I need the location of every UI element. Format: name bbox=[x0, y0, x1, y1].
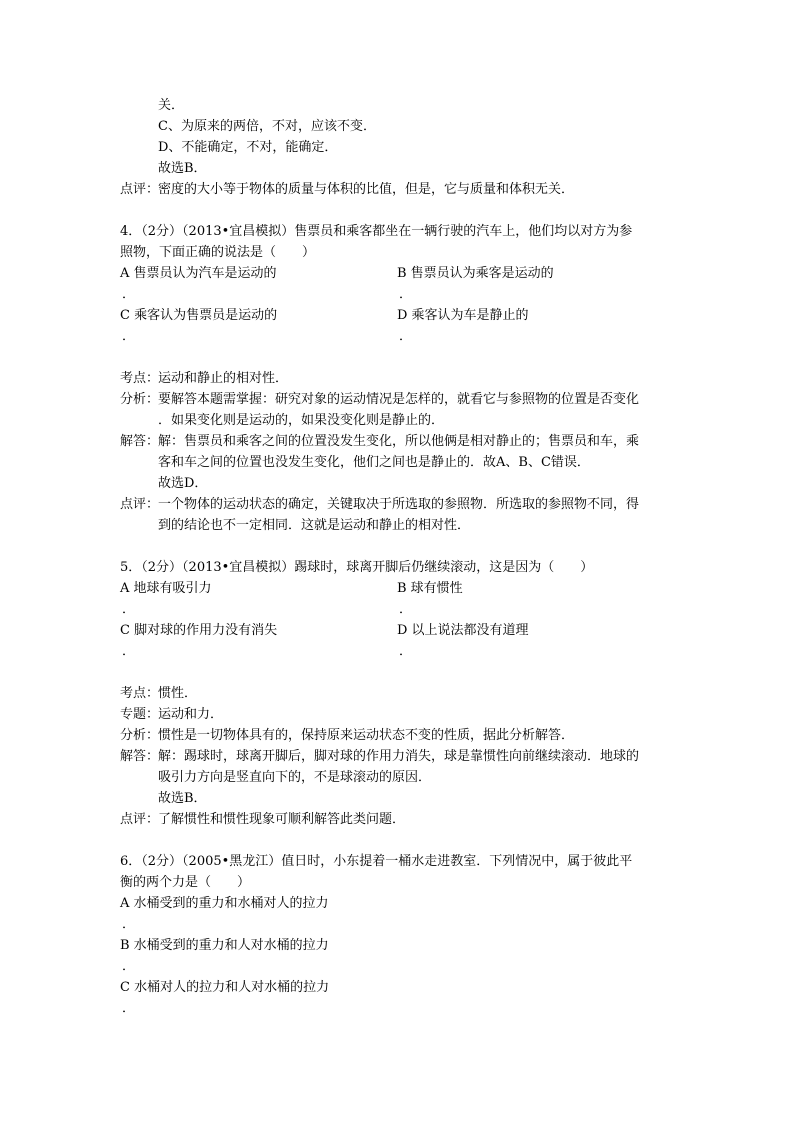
kaodian-text: 惯性． bbox=[158, 686, 198, 701]
zhuanti-label: 专题： bbox=[120, 707, 160, 722]
jieda-label: 解答： bbox=[120, 434, 160, 449]
options-grid bbox=[120, 263, 676, 347]
comment-label: 点评： bbox=[120, 182, 160, 197]
dianping-row bbox=[120, 494, 676, 536]
question-stem: 4．（2分）（2013•宜昌模拟）售票员和乘客都坐在一辆行驶的汽车上，他们均以对方为参 bbox=[120, 224, 633, 239]
kaodian-row bbox=[120, 368, 676, 389]
question-stem: 6．（2分）（2005•黑龙江）值日时，小东提着一桶水走进教室．下列情况中，属于彼此平 bbox=[120, 854, 633, 869]
kaodian-label: 考点： bbox=[120, 686, 160, 701]
option-dot: ． bbox=[122, 329, 136, 344]
option-c: C 脚对球的作用力没有消失 bbox=[120, 623, 278, 638]
option-a: A 地球有吸引力 bbox=[120, 581, 212, 596]
jieda-row bbox=[120, 431, 676, 494]
option-a: A 水桶受到的重力和水桶对人的拉力 bbox=[120, 896, 329, 911]
fenxi-text: 要解答本题需掌握：研究对象的运动情况是怎样的，就看它与参照物的位置是否变化 bbox=[158, 392, 640, 407]
kaodian-label: 考点： bbox=[120, 371, 160, 386]
option-b: B 售票员认为乘客是运动的 bbox=[397, 266, 554, 281]
options-grid bbox=[120, 578, 676, 662]
question-4 bbox=[120, 221, 676, 536]
option-b: B 水桶受到的重力和人对水桶的拉力 bbox=[120, 938, 329, 953]
question-stem: 5．（2分）（2013•宜昌模拟）踢球时，球离开脚后仍继续滚动，这是因为（ ） bbox=[120, 560, 594, 575]
jieda-label: 解答： bbox=[120, 749, 160, 764]
kaodian-text: 运动和静止的相对性． bbox=[158, 371, 289, 386]
jieda-text: 解：售票员和乘客之间的位置没发生变化，所以他俩是相对静止的；售票员和车，乘 bbox=[158, 434, 640, 449]
jieda-text: 故选D． bbox=[158, 476, 208, 491]
option-b: B 球有惯性 bbox=[397, 581, 463, 596]
question-5 bbox=[120, 557, 676, 830]
option-dot: ． bbox=[122, 287, 136, 302]
fenxi-label: 分析： bbox=[120, 728, 160, 743]
fenxi-text: 惯性是一切物体具有的，保持原来运动状态不变的性质，据此分析解答． bbox=[158, 728, 575, 743]
prev-answer-line: 故选B． bbox=[158, 161, 207, 176]
fenxi-row bbox=[120, 725, 676, 746]
jieda-text: 故选B． bbox=[158, 791, 207, 806]
jieda-row bbox=[120, 746, 676, 809]
option-dot: ． bbox=[122, 602, 136, 617]
option-d: D 乘客认为车是静止的 bbox=[397, 308, 529, 323]
option-dot: ． bbox=[122, 1001, 136, 1016]
option-dot: ． bbox=[122, 959, 136, 974]
option-d: D 以上说法都没有道理 bbox=[397, 623, 529, 638]
zhuanti-row bbox=[120, 704, 676, 725]
dianping-text: 一个物体的运动状态的确定，关键取决于所选取的参照物．所选取的参照物不同，得 bbox=[158, 497, 640, 512]
option-dot: ． bbox=[399, 329, 413, 344]
jieda-text: 解：踢球时，球离开脚后，脚对球的作用力消失，球是靠惯性向前继续滚动．地球的 bbox=[158, 749, 640, 764]
question-stem: 衡的两个力是（ ） bbox=[120, 875, 251, 890]
option-c: C 水桶对人的拉力和人对水桶的拉力 bbox=[120, 980, 330, 995]
document-page bbox=[120, 95, 676, 1019]
comment-text: 密度的大小等于物体的质量与体积的比值，但是，它与质量和体积无关． bbox=[158, 182, 575, 197]
prev-answer-line: 关． bbox=[158, 98, 185, 113]
dianping-text: 了解惯性和惯性现象可顺利解答此类问题． bbox=[158, 812, 406, 827]
prev-comment bbox=[120, 179, 676, 200]
option-dot: ． bbox=[122, 644, 136, 659]
option-c: C 乘客认为售票员是运动的 bbox=[120, 308, 278, 323]
dianping-label: 点评： bbox=[120, 812, 160, 827]
option-dot: ． bbox=[122, 917, 136, 932]
zhuanti-text: 运动和力． bbox=[158, 707, 224, 722]
jieda-text: 吸引力方向是竖直向下的，不是球滚动的原因． bbox=[158, 770, 432, 785]
question-6 bbox=[120, 851, 676, 1019]
dianping-row bbox=[120, 809, 676, 830]
fenxi-text: ．如果变化则是运动的，如果没变化则是静止的． bbox=[158, 413, 445, 428]
option-dot: ． bbox=[399, 287, 413, 302]
prev-answer-line: D、不能确定，不对，能确定． bbox=[158, 140, 338, 155]
dianping-label: 点评： bbox=[120, 497, 160, 512]
question-stem: 照物，下面正确的说法是（ ） bbox=[120, 245, 316, 260]
kaodian-row bbox=[120, 683, 676, 704]
fenxi-row bbox=[120, 389, 676, 431]
jieda-text: 客和车之间的位置也没发生变化，他们之间也是静止的．故A、B、C错误． bbox=[158, 455, 590, 470]
option-dot: ． bbox=[399, 602, 413, 617]
dianping-text: 到的结论也不一定相同．这就是运动和静止的相对性． bbox=[158, 518, 471, 533]
option-a: A 售票员认为汽车是运动的 bbox=[120, 266, 277, 281]
prev-answer-line: C、为原来的两倍，不对，应该不变． bbox=[158, 119, 376, 134]
fenxi-label: 分析： bbox=[120, 392, 160, 407]
option-dot: ． bbox=[399, 644, 413, 659]
